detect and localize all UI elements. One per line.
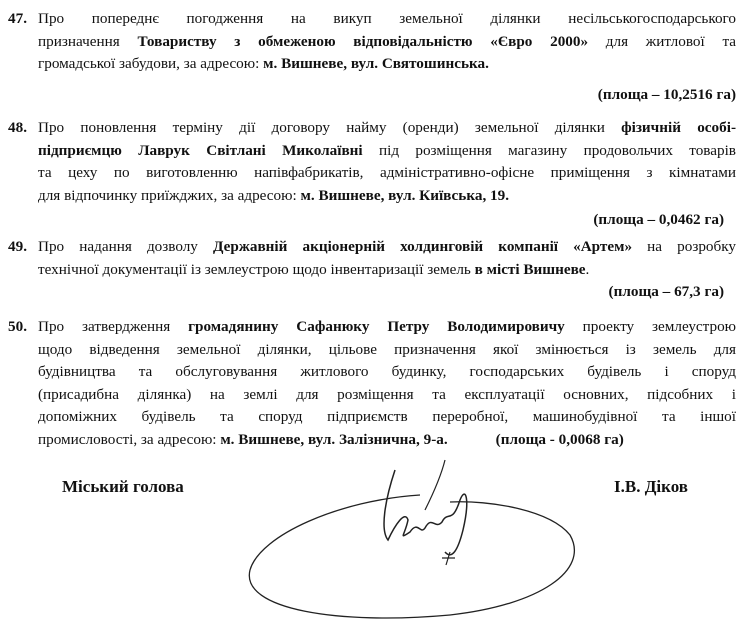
person-name: підприємцю Лаврук Світлані Миколаївні (38, 141, 363, 159)
text-fragment: . (585, 260, 590, 278)
text-line: та цеху по виготовленню напівфабрикатів, адміністративно-офісне приміщення з кімнатами (38, 164, 736, 181)
text-fragment: для відпочинку приїжджих, за адресою: (38, 186, 301, 204)
text-fragment: для житлової та (588, 32, 737, 50)
text-fragment: промисловості, за адресою: (38, 430, 221, 448)
text-line: (присадибна ділянка) на землі для розміщення та експлуатації основних, підсобних і (38, 385, 736, 403)
text-fragment: Про надання дозволу (38, 238, 214, 255)
text-line (38, 31, 736, 54)
list-item-49 (8, 236, 736, 304)
mayor-name: І.В. Діков (614, 477, 688, 496)
text-fragment: Про затвердження (38, 318, 189, 335)
signature-scribble (220, 440, 600, 630)
address: м. Вишневе, вул. Київська, 19. (300, 186, 510, 204)
list-item-47 (8, 8, 736, 106)
text-line (38, 316, 736, 339)
text-line: Про попереднє погодження на викуп земельної ділянки несільськогосподарського (38, 10, 736, 27)
list-item-48 (8, 117, 736, 232)
list-item-50 (8, 316, 736, 451)
text-line (38, 140, 736, 163)
item-text (8, 236, 736, 304)
area-value: (площа - 0,0068 га) (495, 430, 624, 448)
text-fragment: громадської забудови, за адресою: (38, 55, 264, 72)
text-fragment: Про поновлення терміну дії договору найму (оренди) земельної ділянки (38, 119, 622, 136)
text-fragment: на розробку (632, 238, 737, 255)
item-text (8, 117, 736, 232)
text-line (38, 53, 736, 76)
text-line: щодо відведення земельної ділянки, цільове призначення якої змінюється із земель для (38, 340, 736, 358)
item-text (8, 316, 736, 451)
text-fragment: призначення (38, 32, 138, 50)
text-line (38, 117, 736, 140)
mayor-title: Міський голова (62, 477, 184, 496)
text-line: допоміжних будівель та споруд підприємств переробної, машинобудівної та іншої (38, 408, 736, 425)
text-fragment: під розміщення магазину продовольчих товарів (362, 141, 736, 159)
item-number: 47. (8, 10, 27, 27)
address: м. Вишневе, вул. Залізнична, 9-а. (220, 430, 448, 448)
item-number: 50. (8, 318, 27, 335)
text-line (38, 185, 736, 208)
address: м. Вишневе, вул. Святошинська. (263, 55, 489, 72)
text-line (38, 236, 736, 259)
company-name: Державній акціонерній холдинговій компанії «Артем» (213, 238, 633, 255)
area-value: (площа – 0,0462 га) (593, 211, 724, 228)
text-fragment: технічної документації із землеустрою щодо інвентаризації земель (38, 260, 475, 278)
area-value: (площа – 67,3 га) (608, 283, 724, 300)
item-number: 49. (8, 238, 27, 255)
text-line: будівництва та обслуговування житлового будинку, господарських будівель і споруд (38, 363, 736, 380)
item-text (8, 8, 736, 106)
area-value: (площа – 10,2516 га) (597, 85, 736, 103)
company-name: Товариству з обмеженою відповідальністю «Євро 2000» (137, 32, 589, 50)
text-fragment: проекту землеустрою (564, 318, 737, 335)
person-name: фізичній особі- (621, 119, 737, 136)
location: в місті Вишневе (474, 260, 586, 278)
person-name: громадянину Сафанюку Петру Володимировичу (188, 318, 565, 335)
item-number: 48. (8, 119, 27, 136)
text-line (38, 259, 736, 282)
